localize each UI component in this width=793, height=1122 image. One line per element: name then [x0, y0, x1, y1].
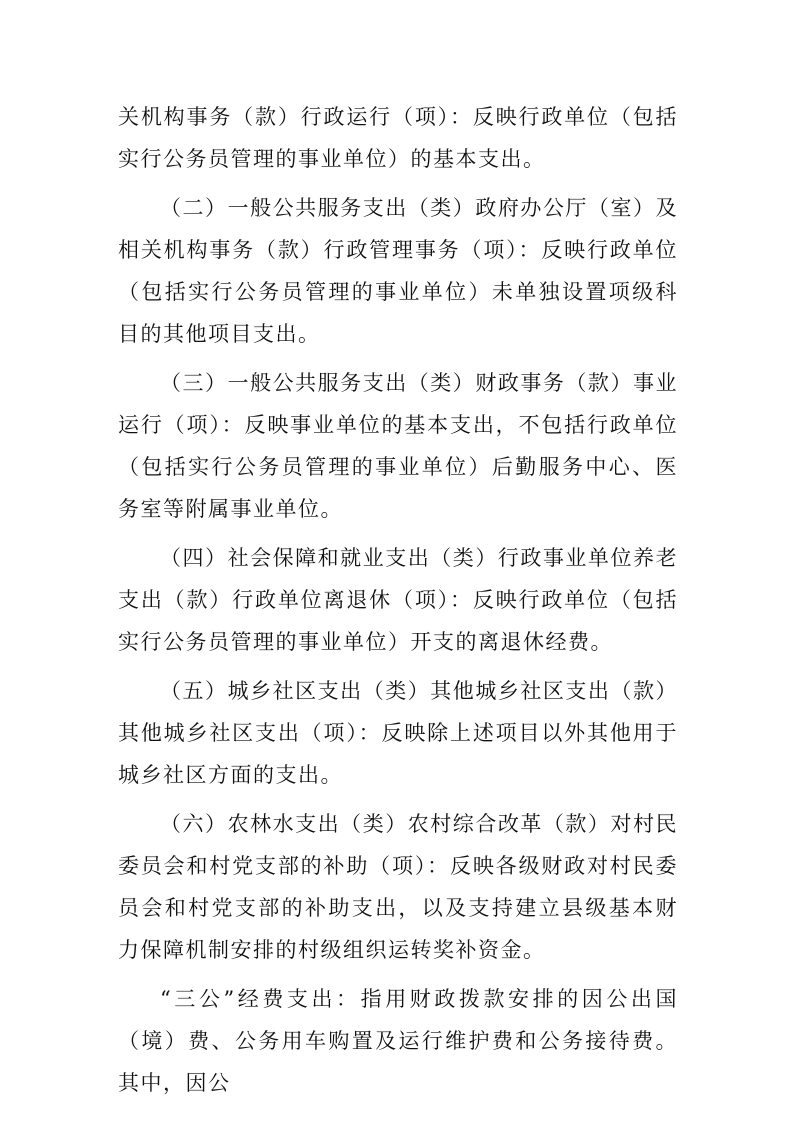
paragraph-continuation: 关机构事务（款）行政运行（项）：反映行政单位（包括实行公务员管理的事业单位）的基本支出。	[118, 105, 678, 171]
paragraph-item-4: （四）社会保障和就业支出（类）行政事业单位养老支出（款）行政单位离退休（项）：反映行政单位（包括实行公务员管理的事业单位）开支的离退休经费。	[118, 546, 678, 654]
paragraph-item-2: （二）一般公共服务支出（类）政府办公厅（室）及相关机构事务（款）行政管理事务（项）：反映行政单位（包括实行公务员管理的事业单位）未单独设置项级科目的其他项目支出。	[118, 196, 678, 346]
paragraph-item-6: （六）农林水支出（类）农村综合改革（款）对村民委员会和村党支部的补助（项）：反映各级财政对村民委员会和村党支部的补助支出，以及支持建立县级基本财力保障机制安排的村级组织运转奖补资金。	[118, 812, 678, 962]
paragraph-item-5: （五）城乡社区支出（类）其他城乡社区支出（款）其他城乡社区支出（项）：反映除上述项目以外其他用于城乡社区方面的支出。	[118, 679, 678, 787]
document-body	[118, 96, 678, 1111]
paragraph-item-3: （三）一般公共服务支出（类）财政事务（款）事业运行（项）：反映事业单位的基本支出，不包括行政单位（包括实行公务员管理的事业单位）后勤服务中心、医务室等附属事业单位。	[118, 371, 678, 521]
paragraph-three-public-expenses: “三公”经费支出：指用财政拨款安排的因公出国（境）费、公务用车购置及运行维护费和公务接待费。其中，因公	[118, 987, 678, 1095]
